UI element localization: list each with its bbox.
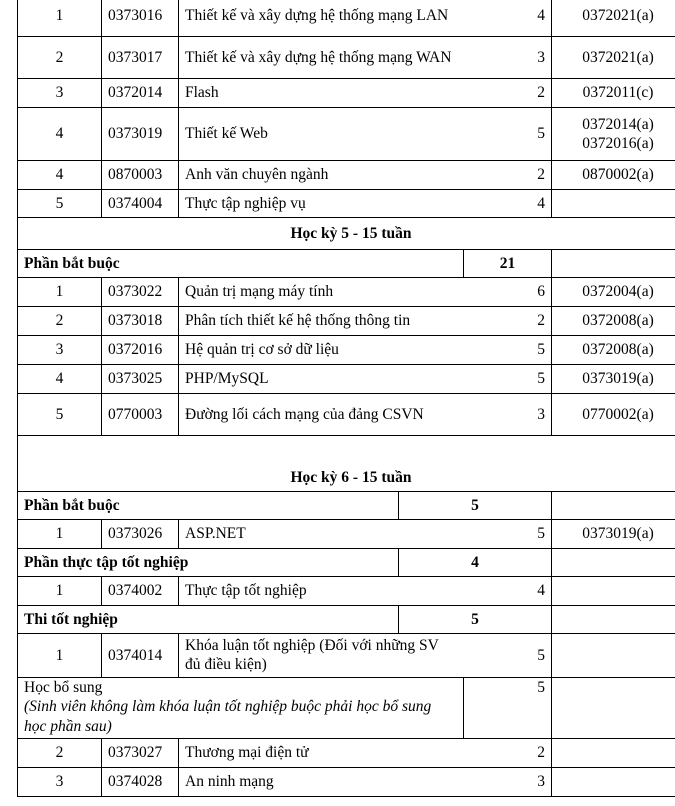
row-number: 2 (18, 37, 102, 79)
row-number: 4 (18, 108, 102, 161)
course-credits: 5 (464, 520, 552, 549)
prerequisite: 0372011(c) (552, 79, 675, 108)
semester-heading-row (18, 218, 675, 250)
semester-6-title: Học kỳ 6 - 15 tuần (18, 436, 675, 492)
prerequisite: 0372014(a) (582, 115, 654, 133)
table-row (18, 577, 675, 606)
table-row (18, 738, 675, 767)
course-code: 0372014 (102, 79, 179, 108)
section-row (18, 606, 675, 634)
row-number: 2 (18, 307, 102, 336)
row-number: 5 (18, 190, 102, 218)
row-number: 3 (18, 336, 102, 365)
prerequisite: 0372004(a) (552, 278, 675, 307)
table-row (18, 37, 675, 79)
prerequisite: 0372008(a) (552, 336, 675, 365)
table-row (18, 520, 675, 549)
course-name: ASP.NET (179, 520, 464, 549)
prerequisite (552, 767, 675, 796)
course-code: 0373022 (102, 278, 179, 307)
course-code: 0373018 (102, 307, 179, 336)
course-code: 0373016 (102, 0, 179, 37)
supplement-cell (18, 677, 464, 738)
course-name: Thiết kế và xây dựng hệ thống mạng WAN (179, 37, 464, 79)
course-credits: 4 (464, 190, 552, 218)
prerequisite: 0372016(a) (582, 135, 654, 152)
curriculum-table (17, 0, 675, 797)
table-row (18, 365, 675, 394)
course-name: Thiết kế Web (179, 108, 464, 161)
course-code: 0373025 (102, 365, 179, 394)
course-credits: 2 (464, 738, 552, 767)
section-row (18, 250, 675, 278)
prerequisite: 0770002(a) (552, 394, 675, 436)
row-number: 2 (18, 738, 102, 767)
course-name: An ninh mạng (179, 767, 464, 796)
course-name: Khóa luận tốt nghiệp (Đối với những SV đủ điều kiện) (179, 634, 464, 678)
section-label: Thi tốt nghiệp (18, 606, 399, 634)
section-credits: 5 (464, 677, 552, 738)
supplement-note: (Sinh viên không làm khóa luận tốt nghiệp buộc phải học bổ sung học phần sau) (24, 698, 432, 735)
course-name: Thực tập nghiệp vụ (179, 190, 464, 218)
course-code: 0374014 (102, 634, 179, 678)
prerequisite (552, 577, 675, 606)
supplement-label: Học bổ sung (24, 678, 103, 696)
course-credits: 2 (464, 79, 552, 108)
course-code: 0373027 (102, 738, 179, 767)
row-number: 3 (18, 79, 102, 108)
section-label: Phần thực tập tốt nghiệp (18, 549, 399, 577)
course-code: 0373017 (102, 37, 179, 79)
prerequisite (552, 634, 675, 678)
prerequisite: 0372021(a) (552, 37, 675, 79)
course-name: Đường lối cách mạng của đảng CSVN (179, 394, 464, 436)
course-code: 0870003 (102, 161, 179, 190)
course-name: Flash (179, 79, 464, 108)
prerequisite: 0372008(a) (552, 307, 675, 336)
row-number: 1 (18, 0, 102, 37)
prerequisite-cell (552, 108, 675, 161)
table-row (18, 767, 675, 796)
row-number: 3 (18, 767, 102, 796)
course-name: Thực tập tốt nghiệp (179, 577, 464, 606)
table-row (18, 190, 675, 218)
row-number: 1 (18, 577, 102, 606)
section-credits: 5 (399, 492, 552, 520)
section-credits: 21 (464, 250, 552, 278)
course-name: PHP/MySQL (179, 365, 464, 394)
row-number: 5 (18, 394, 102, 436)
table-row (18, 161, 675, 190)
section-label: Phần bắt buộc (18, 492, 399, 520)
course-credits: 5 (464, 634, 552, 678)
supplement-row (18, 677, 675, 738)
section-credits: 5 (399, 606, 552, 634)
table-row (18, 79, 675, 108)
course-code: 0374028 (102, 767, 179, 796)
row-number: 1 (18, 520, 102, 549)
semester-5-title: Học kỳ 5 - 15 tuần (18, 218, 675, 250)
section-row (18, 549, 675, 577)
table-row (18, 0, 675, 37)
course-credits: 5 (464, 336, 552, 365)
section-row (18, 492, 675, 520)
course-code: 0372016 (102, 336, 179, 365)
section-credits: 4 (399, 549, 552, 577)
course-credits: 3 (464, 767, 552, 796)
course-credits: 5 (464, 108, 552, 161)
table-row (18, 108, 675, 161)
course-name: Anh văn chuyên ngành (179, 161, 464, 190)
prerequisite: 0373019(a) (552, 520, 675, 549)
course-code: 0770003 (102, 394, 179, 436)
table-row (18, 394, 675, 436)
prerequisite (552, 738, 675, 767)
course-name: Phân tích thiết kế hệ thống thông tin (179, 307, 464, 336)
course-code: 0373019 (102, 108, 179, 161)
table-row (18, 307, 675, 336)
section-label: Phần bắt buộc (18, 250, 464, 278)
course-code: 0373026 (102, 520, 179, 549)
course-credits: 5 (464, 365, 552, 394)
prerequisite: 0870002(a) (552, 161, 675, 190)
course-code: 0374004 (102, 190, 179, 218)
row-number: 1 (18, 634, 102, 678)
course-credits: 3 (464, 37, 552, 79)
course-credits: 3 (464, 394, 552, 436)
course-name: Quản trị mạng máy tính (179, 278, 464, 307)
course-name: Thương mại điện tử (179, 738, 464, 767)
course-name: Hệ quản trị cơ sở dữ liệu (179, 336, 464, 365)
course-code: 0374002 (102, 577, 179, 606)
row-number: 1 (18, 278, 102, 307)
semester-heading-row (18, 436, 675, 492)
row-number: 4 (18, 365, 102, 394)
course-credits: 6 (464, 278, 552, 307)
prerequisite (552, 190, 675, 218)
course-credits: 2 (464, 307, 552, 336)
course-credits: 4 (464, 0, 552, 37)
prerequisite: 0372021(a) (552, 0, 675, 37)
table-row (18, 278, 675, 307)
row-number: 4 (18, 161, 102, 190)
course-credits: 4 (464, 577, 552, 606)
table-row (18, 634, 675, 678)
course-credits: 2 (464, 161, 552, 190)
table-row (18, 336, 675, 365)
prerequisite: 0373019(a) (552, 365, 675, 394)
course-name: Thiết kế và xây dựng hệ thống mạng LAN (179, 0, 464, 37)
